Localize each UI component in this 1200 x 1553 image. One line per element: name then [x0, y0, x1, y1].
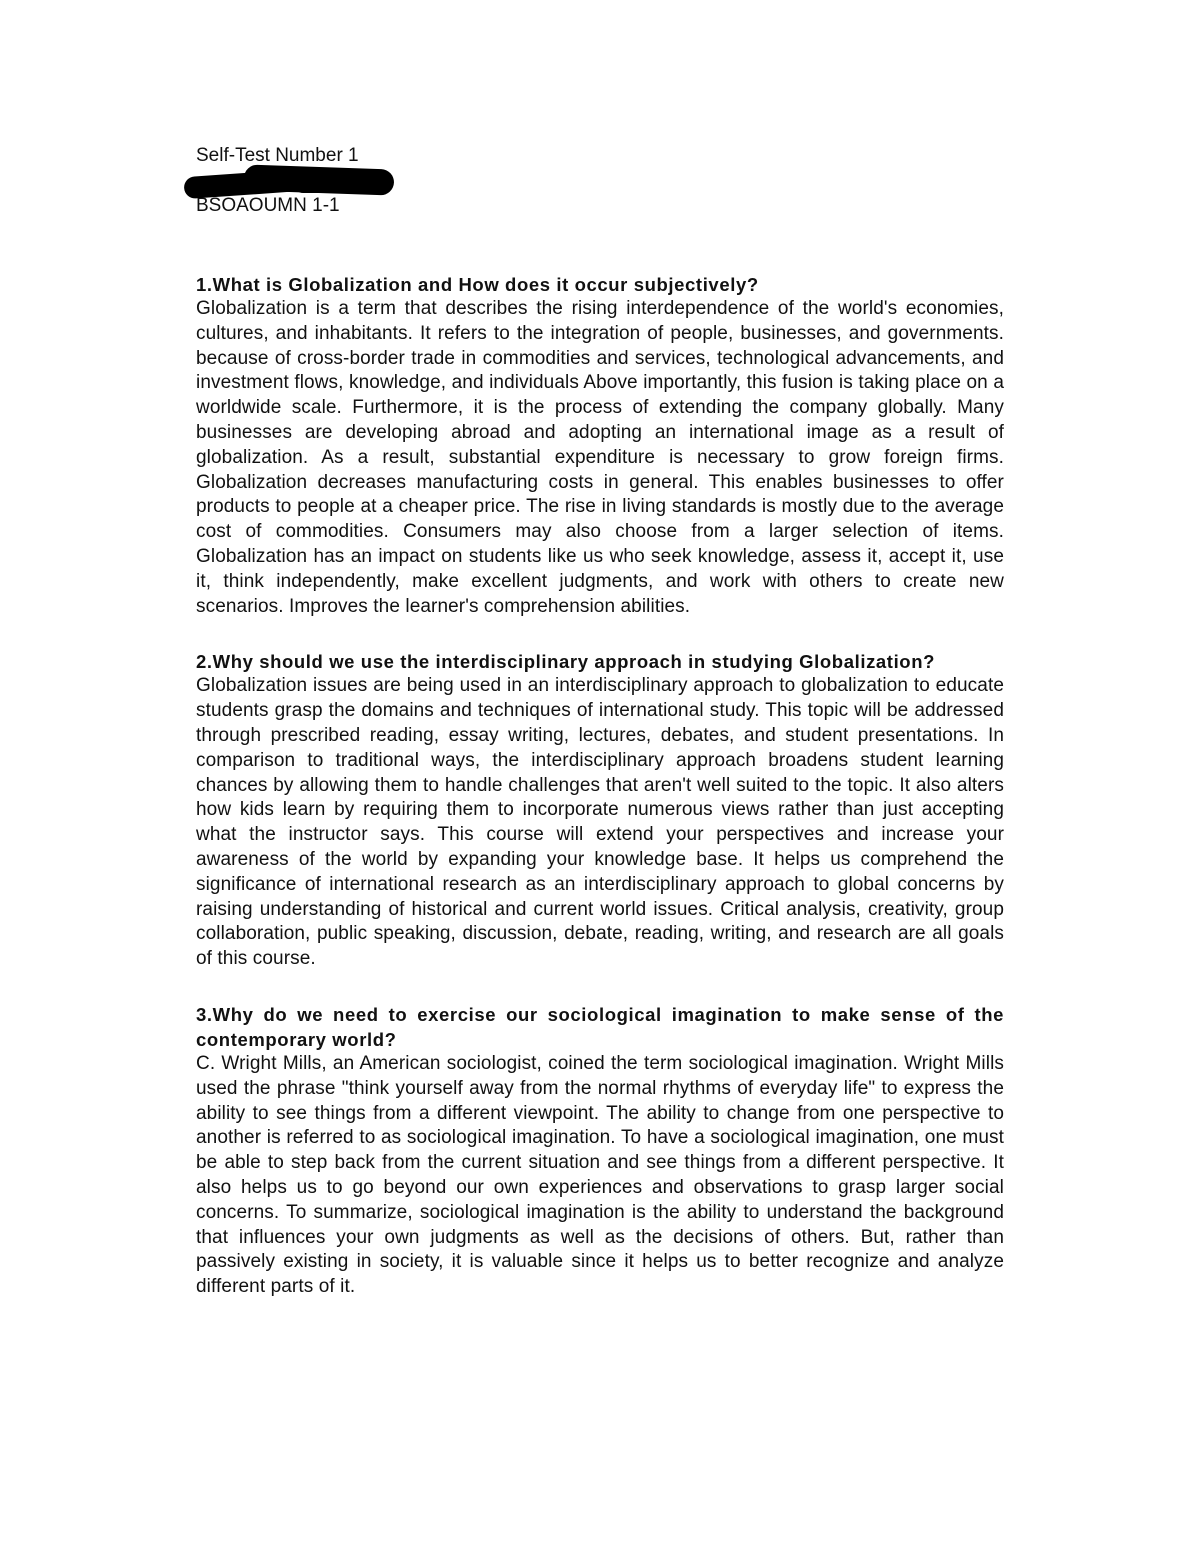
question-section-3	[196, 1002, 1004, 1300]
question-heading: 2.Why should we use the interdisciplinary approach in studying Globalization?	[196, 651, 936, 673]
answer-paragraph: C. Wright Mills, an American sociologist, coined the term sociological imagination. Wright Mills used the phrase "think yourself away from the normal rhythms of everyday life" to express the ability to see things from a different viewpoint. The ability to change from one perspective to another is referred to as sociological imagination. To have a sociological imagination, one must be able to step back from the current situation and see things from a different perspective. It also helps us to go beyond our own experiences and observations to grasp larger social concerns. To summarize, sociological imagination is the ability to understand the background that influences your own judgments as well as the decisions of others. But, rather than passively existing in society, it is valuable since it helps us to better recognize and analyze different parts of it.	[196, 1052, 1004, 1298]
redaction-stroke	[294, 175, 374, 193]
document-page	[196, 143, 1004, 1300]
name-redaction-mark	[184, 165, 394, 195]
document-title: Self-Test Number 1	[196, 145, 359, 166]
answer-paragraph: Globalization is a term that describes the rising interdependence of the world's economies, cultures, and inhabitants. It refers to the integration of people, businesses, and governments. because of cross-border trade in commodities and services, technological advancements, and investment flows, knowledge, and individuals Above importantly, this fusion is taking place on a worldwide scale. Furthermore, it is the process of extending the company globally. Many businesses are developing abroad and adopting an international image as a result of globalization. As a result, substantial expenditure is necessary to grow foreign firms. Globalization decreases manufacturing costs in general. This enables businesses to offer products to people at a cheaper price. The rise in living standards is mostly due to the average cost of commodities. Consumers may also choose from a larger selection of items. Globalization has an impact on students like us who seek knowledge, assess it, accept it, use it, think independently, make excellent judgments, and work with others to create new scenarios. Improves the learner's comprehension abilities.	[196, 298, 1004, 617]
course-section: BSOAOUMN 1-1	[196, 195, 340, 216]
question-section-2	[196, 649, 1004, 972]
question-heading: 1.What is Globalization and How does it occur subjectively?	[196, 274, 759, 295]
answer-paragraph: Globalization issues are being used in an interdisciplinary approach to globalization to educate students grasp the domains and techniques of international study. This topic will be addressed through prescribed reading, essay writing, lectures, debates, and student presentations. In comparison to traditional ways, the interdisciplinary approach broadens student learning chances by allowing them to handle challenges that aren't well suited to the topic. It also alters how kids learn by requiring them to incorporate numerous views rather than just accepting what the instructor says. This course will extend your perspectives and increase your awareness of the world by expanding your knowledge base. It helps us comprehend the significance of international research as an interdisciplinary approach to global concerns by raising understanding of historical and current world issues. Critical analysis, creativity, group collaboration, public speaking, discussion, debate, reading, writing, and research are all goals of this course.	[196, 675, 1004, 970]
question-section-1	[196, 272, 1004, 619]
question-heading: 3.Why do we need to exercise our sociological imagination to make sense of the contemporary world?	[196, 1003, 1004, 1050]
